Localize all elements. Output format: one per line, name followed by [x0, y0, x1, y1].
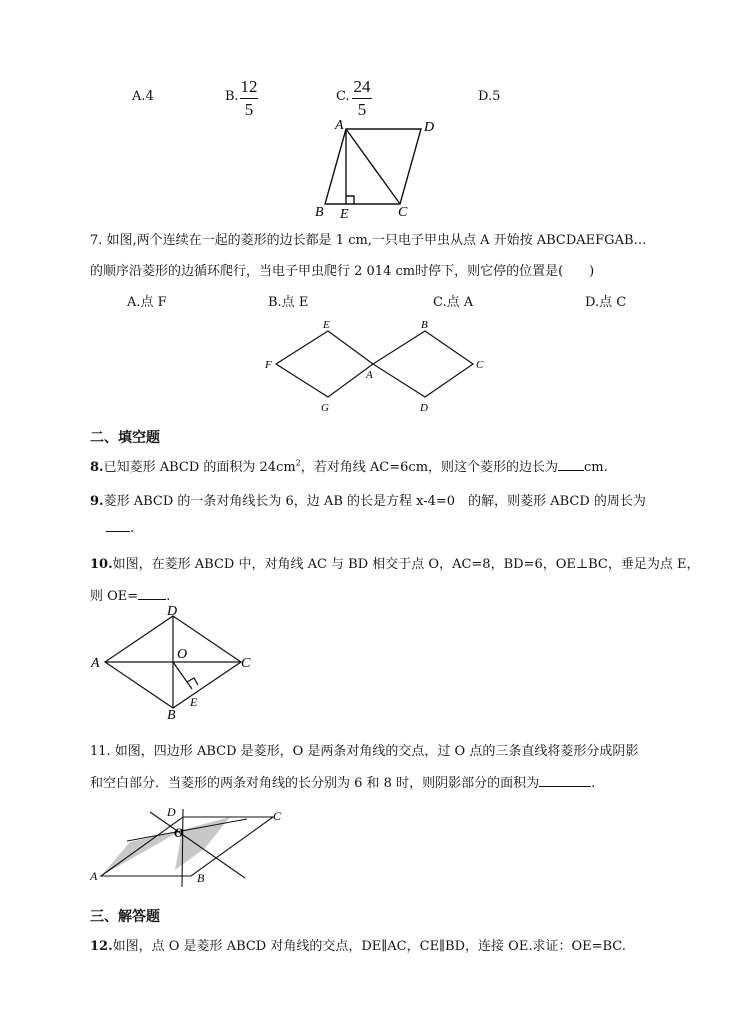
q10-text-a: 则 OE= [90, 589, 139, 604]
right-angle-mark [346, 196, 354, 204]
cut-line-2 [182, 809, 183, 887]
q8-line [90, 456, 608, 475]
q7-double-rhombus-figure [262, 315, 492, 415]
q9-line2 [106, 521, 134, 536]
q8-superscript: 2 [295, 458, 301, 468]
label-e: E [323, 319, 330, 331]
label-o: O [174, 825, 184, 840]
label-a: A [366, 369, 373, 381]
q8-text-b: ，若对角线 AC=6cm，则这个菱形的边长为 [300, 460, 559, 475]
label-a: A [90, 869, 98, 883]
q10-text: 如图，在菱形 ABCD 中，对角线 AC 与 BD 相交于点 O，AC=8，BD=6，OE⊥BC，垂足为点 E， [112, 557, 700, 572]
q6-option-c-fraction [352, 78, 372, 119]
q10-number: 10. [90, 557, 113, 572]
q7-option-b: B.点 E [268, 295, 309, 310]
q11-end: . [591, 776, 596, 791]
q8-text-a: 已知菱形 ABCD 的面积为 24cm [103, 460, 296, 475]
q10-end: . [166, 589, 171, 604]
label-d: D [167, 604, 178, 619]
shaded-region-left [101, 830, 182, 876]
q6-rhombus-figure [310, 115, 450, 223]
q8-answer-blank [558, 470, 584, 471]
label-a: A [335, 118, 344, 133]
label-b: B [167, 708, 176, 721]
fraction-denominator: 5 [244, 100, 254, 119]
q11-answer-blank [539, 786, 591, 787]
q6-option-b-fraction [240, 78, 258, 119]
label-b: B [421, 319, 428, 331]
label-c: C [398, 205, 408, 220]
q11-shaded-rhombus-figure [85, 800, 295, 890]
section-2-title: 二、填空题 [90, 430, 160, 446]
q10-line1 [90, 553, 699, 572]
q10-answer-blank [138, 599, 166, 600]
label-e: E [190, 695, 198, 709]
q8-number: 8. [90, 460, 104, 475]
segment-oe [173, 662, 192, 689]
q9-number: 9. [90, 494, 104, 509]
label-b: B [197, 871, 205, 885]
label-c: C [476, 359, 484, 371]
label-c: C [241, 656, 251, 671]
right-rhombus [373, 331, 473, 397]
label-f: F [265, 359, 272, 371]
fraction-denominator: 5 [357, 100, 367, 119]
q7-option-a: A.点 F [127, 295, 167, 310]
q7-option-d: D.点 C [585, 295, 627, 310]
q12-text: 如图，点 O 是菱形 ABCD 对角线的交点，DE∥AC，CE∥BD，连接 OE.求证：OE=BC. [112, 939, 626, 954]
diagonal-ac [346, 129, 400, 204]
fraction-numerator: 24 [353, 77, 371, 96]
label-e: E [340, 207, 349, 222]
left-rhombus [276, 331, 373, 397]
q7-line1: 7. 如图,两个连续在一起的菱形的边长都是 1 cm,一只电子甲虫从点 A 开始按 ABCDAEFGAB… [90, 233, 647, 248]
q9-answer-blank [106, 531, 130, 532]
q12-number: 12. [90, 939, 113, 954]
q6-option-d: D.5 [478, 89, 501, 104]
label-g: G [321, 402, 329, 414]
q11-text: 和空白部分．当菱形的两条对角线的长分别为 6 和 8 时，则阴影部分的面积为 [90, 776, 540, 791]
q12-line [90, 935, 626, 954]
section-3-title: 三、解答题 [90, 909, 160, 925]
q9-line1 [90, 490, 646, 509]
label-d: D [420, 402, 428, 414]
q7-option-c: C.点 A [433, 295, 474, 310]
q11-line1: 11. 如图，四边形 ABCD 是菱形，O 是两条对角线的交点，过 O 点的三条直线将菱形分成阴影 [90, 744, 639, 759]
fraction-bar [240, 98, 258, 99]
q11-line2 [90, 772, 595, 791]
fraction-numerator: 12 [240, 77, 258, 96]
q10-rhombus-figure [88, 601, 263, 721]
q9-end: . [130, 521, 135, 536]
q9-text: 菱形 ABCD 的一条对角线长为 6，边 AB 的长是方程 x-4=0 的解，则菱形 ABCD 的周长为 [103, 494, 646, 509]
label-o: O [177, 647, 188, 662]
label-a: A [91, 656, 100, 671]
label-b: B [315, 205, 324, 220]
fraction-bar [352, 98, 372, 99]
label-d: D [167, 805, 176, 819]
label-c: C [273, 809, 282, 823]
q8-text-c: cm. [584, 460, 608, 475]
q6-option-b-prefix: B. [225, 89, 239, 104]
q7-line2: 的顺序沿菱形的边循环爬行，当电子甲虫爬行 2 014 cm时停下，则它停的位置是( ) [90, 264, 595, 279]
label-d: D [424, 120, 435, 135]
q6-option-a: A.4 [132, 89, 154, 104]
q6-option-c-prefix: C. [336, 89, 350, 104]
